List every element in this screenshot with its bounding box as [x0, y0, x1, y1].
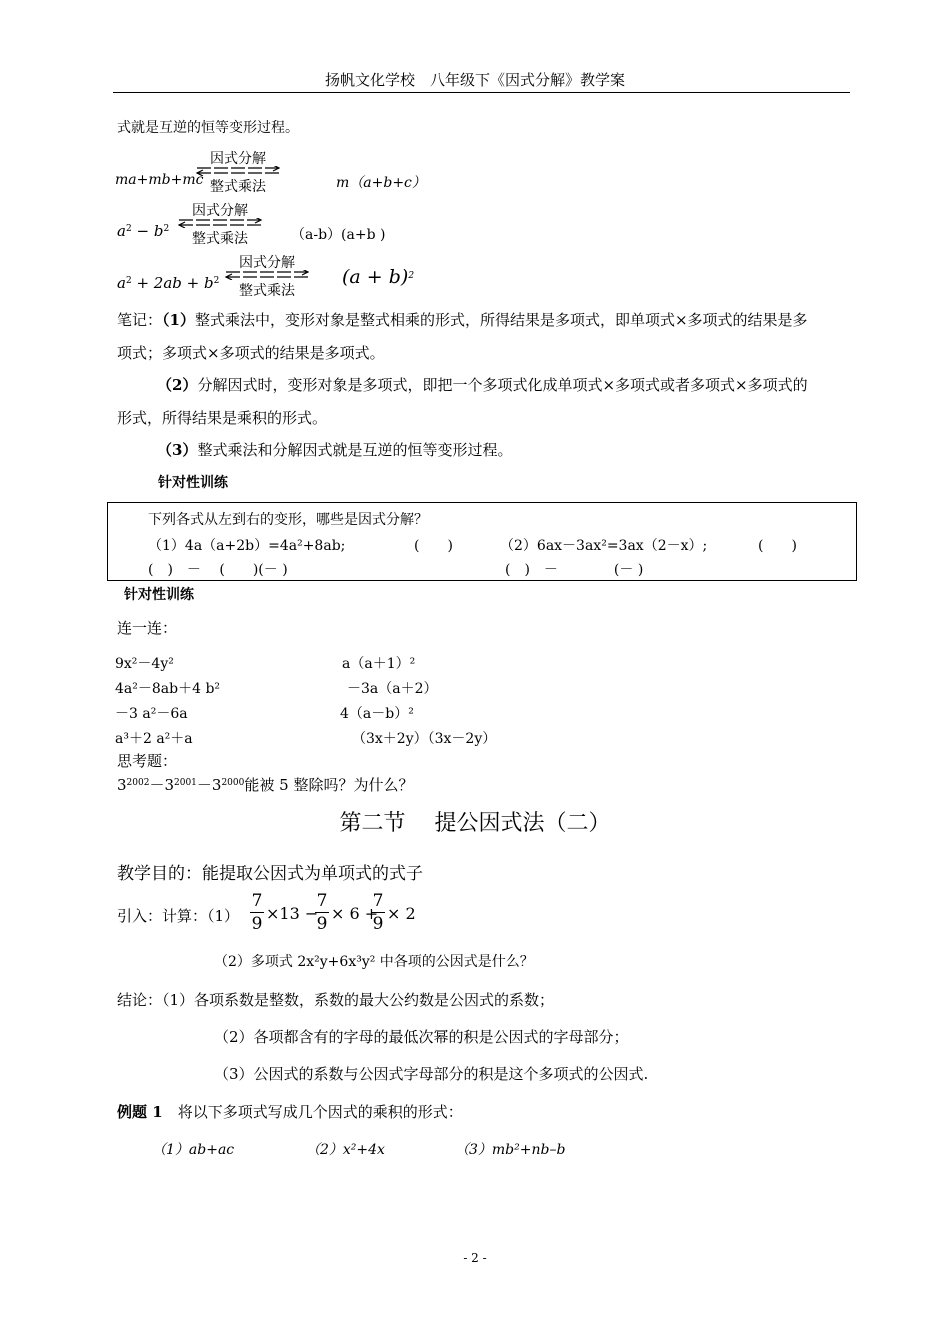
match-right-4: （3x＋2y）（3x－2y）: [352, 731, 497, 747]
section-title: 第二节 提公因式法（二）: [339, 811, 611, 836]
note-1-cont: 项式；多项式×多项式的结果是多项式。: [117, 344, 385, 362]
conclusion-2: （2）各项都含有的字母的最低次幂的积是公因式的字母部分；: [214, 1028, 629, 1046]
relation-3-arrows: [222, 252, 312, 298]
arrow-label-top: 因式分解: [192, 203, 248, 219]
training-heading-2: 针对性训练: [124, 587, 194, 603]
intro-label: 引入：计算：（1）: [117, 907, 240, 925]
objective: 教学目的：能提取公因式为单项式的式子: [117, 864, 423, 884]
intro-term-3: × 2: [387, 904, 416, 923]
page-number: - 2 -: [463, 1251, 487, 1265]
example-part-1: （1）ab+ac: [152, 1142, 235, 1158]
header-rule: [113, 92, 850, 93]
match-left-2: 4a²－8ab＋4 b²: [115, 681, 221, 697]
match-label: 连一连：: [117, 619, 178, 637]
conclusion-3: （3）公因式的系数与公因式字母部分的积是这个多项式的公因式.: [214, 1065, 649, 1083]
intro-term-2: × 6 +: [331, 904, 379, 923]
intro-term-1: ×13 −: [266, 904, 319, 923]
match-right-1: a（a＋1）²: [342, 656, 416, 672]
relation-3-right: $(a + b)^2$: [342, 266, 415, 288]
exercise-item-2: （2）6ax－3ax²=3ax（2－x）;: [500, 538, 708, 554]
intro-question-2: （2）多项式 2x²y+6x³y² 中各项的公因式是什么？: [214, 954, 534, 970]
exercise-row-3b: ( ) － (－ ): [505, 562, 644, 578]
match-left-1: 9x²－4y²: [115, 656, 174, 672]
match-left-4: a³＋2 a²＋a: [115, 731, 193, 747]
relation-1-left: ma+mb+mc: [115, 172, 204, 188]
double-arrow-icon: [222, 270, 312, 280]
training-heading-1: 针对性训练: [158, 475, 228, 491]
note-1: 笔记：（1）整式乘法中，变形对象是整式相乘的形式，所得结果是多项式，即单项式×多项式的结果是多: [117, 311, 808, 329]
relation-2-left: $a^2 - b^2$: [117, 222, 170, 240]
fraction-2: 7 9: [316, 891, 328, 934]
note-2: （2）分解因式时，变形对象是多项式，即把一个多项式化成单项式×多项式或者多项式×多项式的: [157, 376, 808, 394]
relation-2-right: （a-b）(a+b ): [291, 227, 386, 243]
example-part-2: （2）x²+4x: [306, 1142, 385, 1158]
match-right-2: －3a（a＋2）: [347, 681, 438, 697]
think-question: $3^{2002}-3^{2001}-3^{2000}$能被 5 整除吗？为什么？: [117, 776, 414, 794]
example-part-3: （3）mb²+nb–b: [455, 1142, 566, 1158]
note-3: （3）整式乘法和分解因式就是互逆的恒等变形过程。: [157, 441, 513, 459]
double-arrow-icon: [193, 166, 283, 176]
exercise-row-3a: ( ) － ( )(－ ): [148, 562, 288, 578]
arrow-label-bottom: 整式乘法: [239, 283, 295, 299]
double-arrow-icon: [175, 218, 265, 228]
example-1: 例题 1 将以下多项式写成几个因式的乘积的形式：: [117, 1103, 463, 1121]
exercise-item-1-answer: ( ): [414, 538, 453, 554]
arrow-label-top: 因式分解: [210, 151, 266, 167]
match-left-3: －3 a²－6a: [115, 706, 188, 722]
fraction-1: 7 9: [251, 891, 263, 934]
think-label: 思考题：: [117, 752, 178, 770]
conclusion-1: 结论：（1）各项系数是整数，系数的最大公约数是公因式的系数；: [117, 991, 555, 1009]
intro-line: 式就是互逆的恒等变形过程。: [117, 120, 299, 136]
relation-3-left: $a^2 + 2ab + b^2$: [117, 274, 220, 292]
match-right-3: 4（a－b）²: [340, 706, 414, 722]
arrow-label-bottom: 整式乘法: [192, 231, 248, 247]
arrow-label-top: 因式分解: [239, 255, 295, 271]
fraction-3: 7 9: [372, 891, 384, 934]
exercise-question: 下列各式从左到右的变形，哪些是因式分解？: [148, 512, 428, 528]
exercise-item-1: （1）4a（a+2b）=4a²+8ab;: [148, 538, 346, 554]
arrow-label-bottom: 整式乘法: [210, 179, 266, 195]
page-header-title: 扬帆文化学校 八年级下《因式分解》教学案: [324, 71, 625, 89]
exercise-item-2-answer: ( ): [758, 538, 797, 554]
relation-1-right: m（a+b+c）: [336, 175, 426, 191]
note-2-cont: 形式，所得结果是乘积的形式。: [117, 409, 328, 427]
relation-2-arrows: [175, 200, 265, 246]
relation-1-arrows: [193, 148, 283, 194]
